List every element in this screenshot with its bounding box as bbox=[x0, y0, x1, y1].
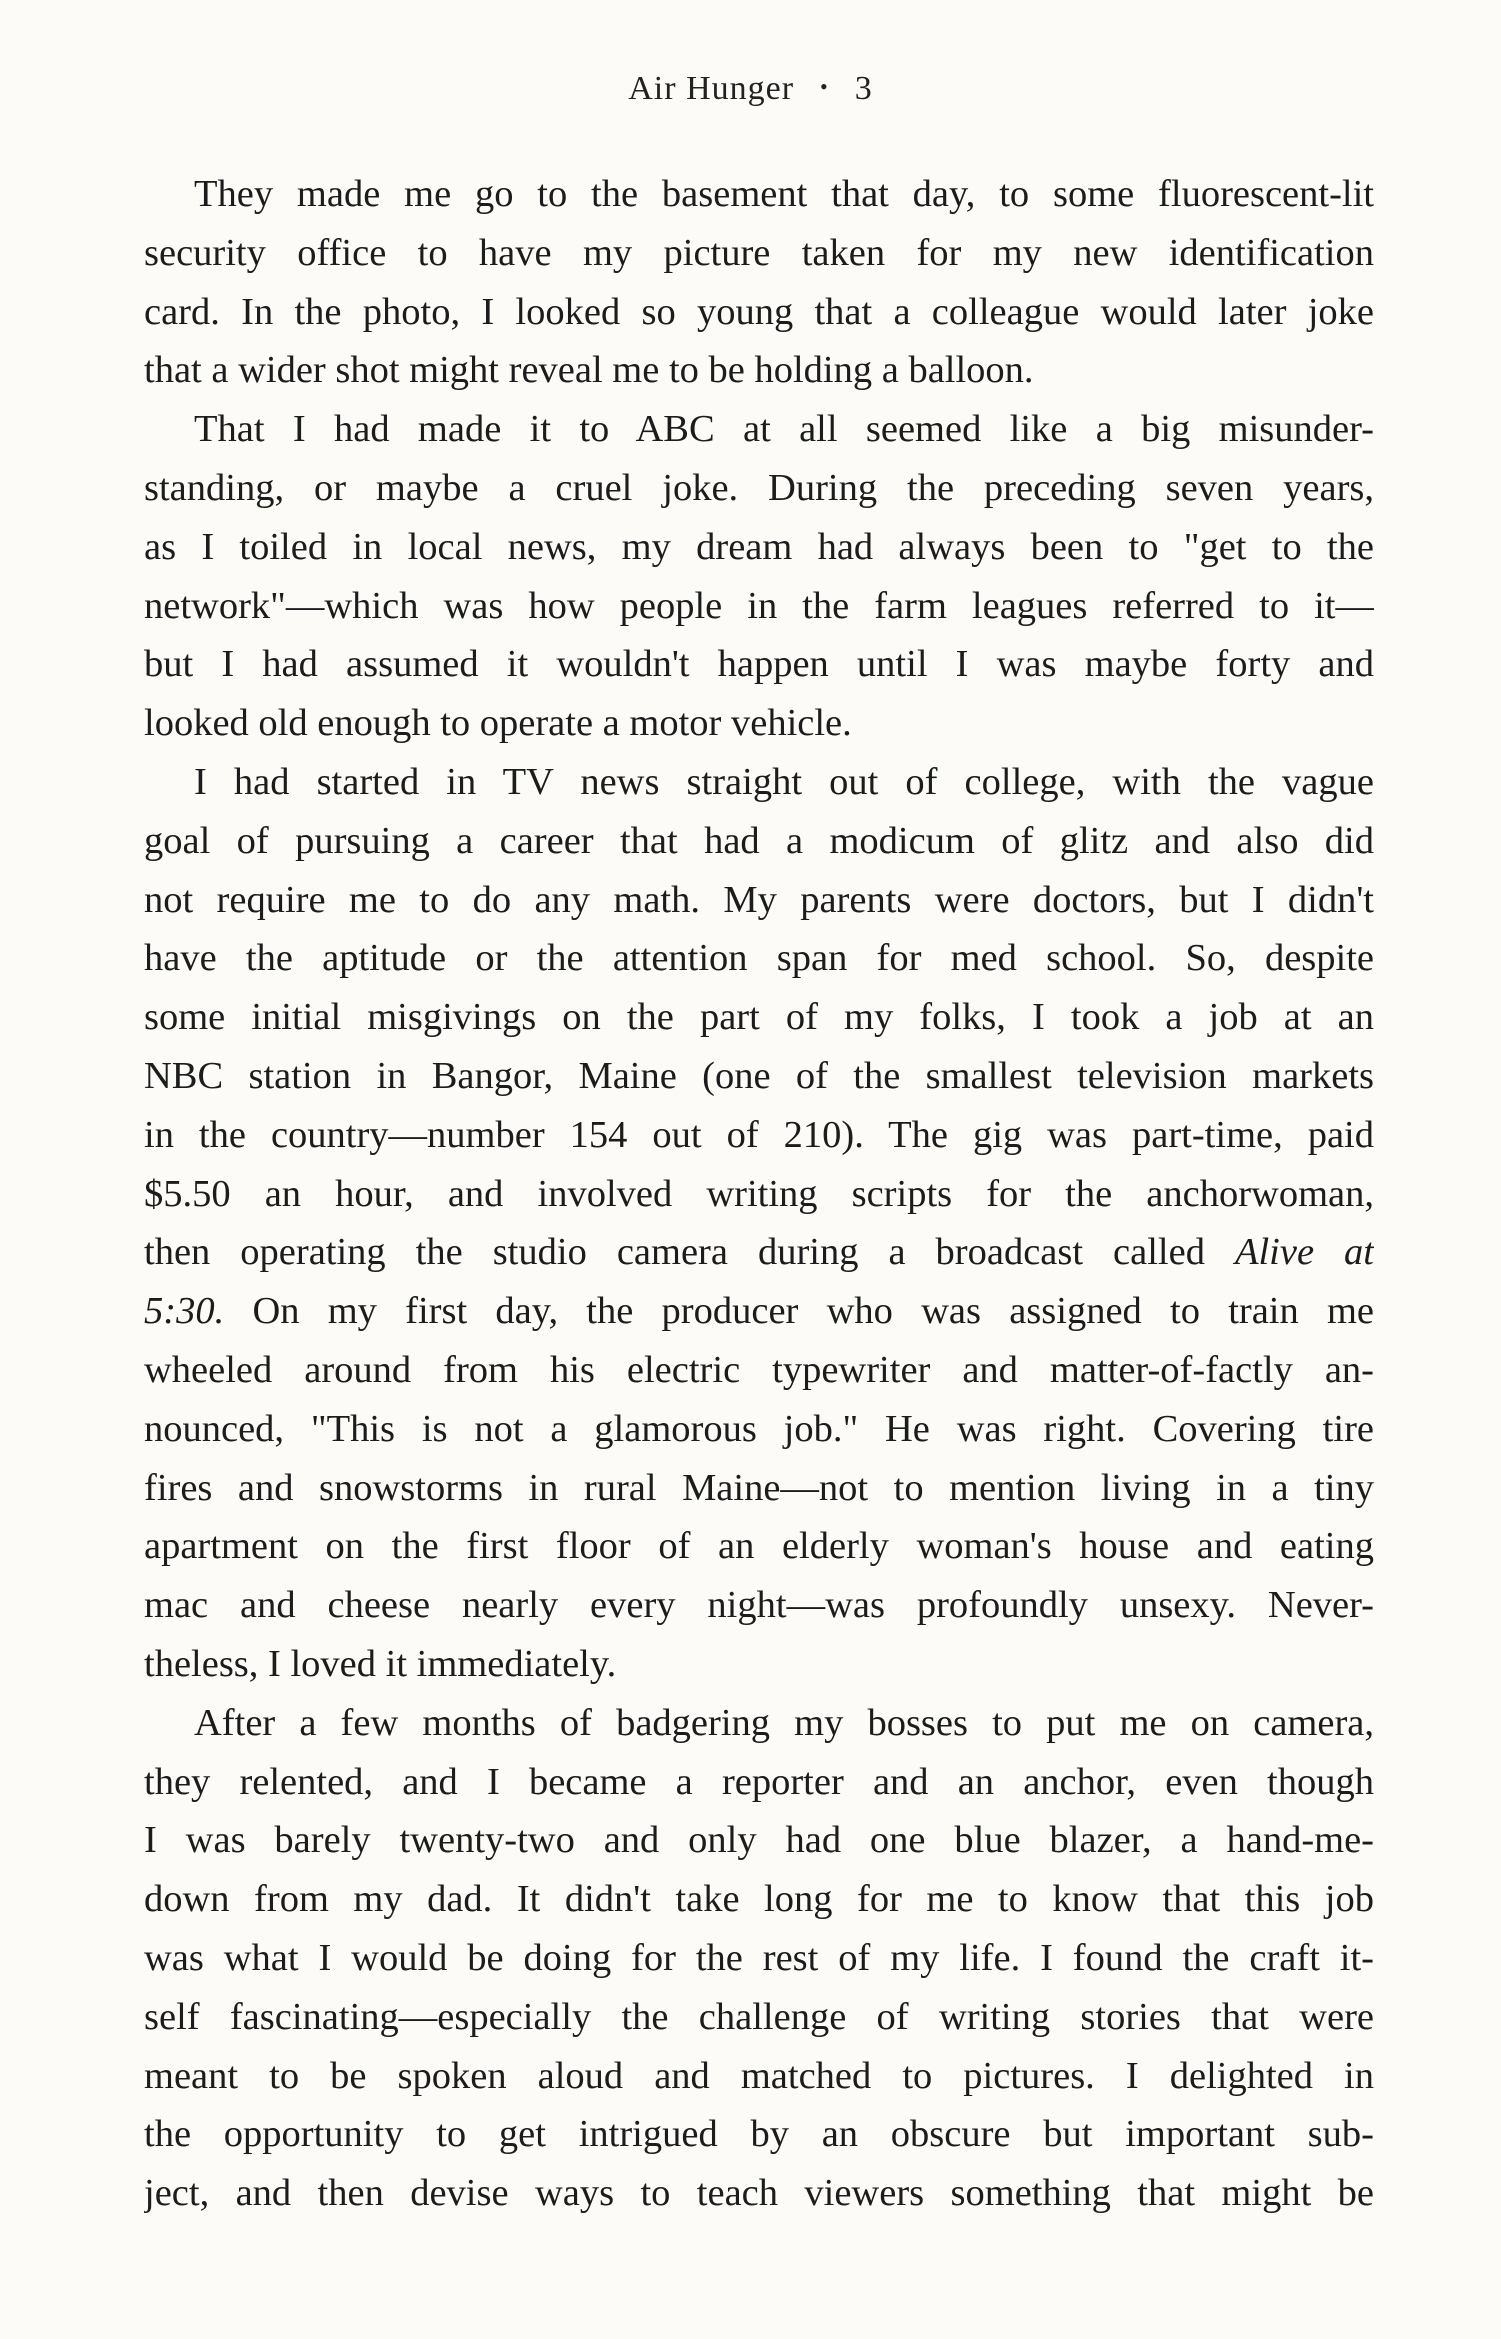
text-segment: On my first day, the producer who was assigned to train me bbox=[252, 1290, 1374, 1333]
text-line: was what I would be doing for the rest of my life. I found the craft it- bbox=[144, 1936, 1374, 1979]
text-line: ject, and then devise ways to teach viewers something that might be bbox=[144, 2172, 1374, 2215]
text-line: as I toiled in local news, my dream had always been to "get to the bbox=[144, 525, 1374, 568]
text-segment: then operating the studio camera during a broadcast called bbox=[144, 1231, 1205, 1274]
page-number: 3 bbox=[854, 70, 873, 107]
text-line bbox=[144, 1223, 1374, 1282]
text-line: wheeled around from his electric typewriter and matter-of-factly an- bbox=[144, 1348, 1374, 1391]
text-line: the opportunity to get intrigued by an obscure but important sub- bbox=[144, 2113, 1374, 2156]
text-line: theless, I loved it immediately. bbox=[144, 1642, 617, 1685]
text-line: standing, or maybe a cruel joke. During the preceding seven years, bbox=[144, 466, 1374, 509]
text-line: That I had made it to ABC at all seemed like a big misunder- bbox=[194, 408, 1374, 451]
header-separator: • bbox=[820, 74, 829, 99]
text-line: I was barely twenty-two and only had one blue blazer, a hand-me- bbox=[144, 1819, 1374, 1862]
show-title-italic: 5:30. bbox=[144, 1290, 225, 1333]
show-title-italic: Alive at bbox=[1234, 1231, 1374, 1274]
text-line: but I had assumed it wouldn't happen until I was maybe forty and bbox=[144, 643, 1374, 686]
text-line: $5.50 an hour, and involved writing scripts for the anchorwoman, bbox=[144, 1172, 1374, 1215]
body-text bbox=[144, 165, 1374, 2223]
text-line: fires and snowstorms in rural Maine—not to mention living in a tiny bbox=[144, 1466, 1374, 1509]
text-line: After a few months of badgering my bosses to put me on camera, bbox=[194, 1701, 1374, 1744]
text-line: network"—which was how people in the farm leagues referred to it— bbox=[144, 584, 1374, 627]
text-line: NBC station in Bangor, Maine (one of the smallest television markets bbox=[144, 1054, 1374, 1097]
text-line: down from my dad. It didn't take long for me to know that this job bbox=[144, 1878, 1374, 1921]
text-line: in the country—number 154 out of 210). The gig was part-time, paid bbox=[144, 1113, 1374, 1156]
text-line: They made me go to the basement that day, to some fluorescent-lit bbox=[194, 173, 1374, 215]
text-line: not require me to do any math. My parents were doctors, but I didn't bbox=[144, 878, 1374, 921]
text-line: self fascinating—especially the challenge of writing stories that were bbox=[144, 1995, 1374, 2038]
text-line: I had started in TV news straight out of college, with the vague bbox=[194, 760, 1374, 803]
text-line bbox=[144, 1282, 1374, 1341]
text-line: have the aptitude or the attention span for med school. So, despite bbox=[144, 937, 1374, 980]
text-line: security office to have my picture taken for my new identification bbox=[144, 231, 1374, 274]
text-line: goal of pursuing a career that had a modicum of glitz and also did bbox=[144, 819, 1374, 862]
running-header bbox=[0, 70, 1501, 108]
text-line: nounced, "This is not a glamorous job." He was right. Covering tire bbox=[144, 1407, 1374, 1450]
chapter-title: Air Hunger bbox=[628, 70, 795, 107]
text-line: mac and cheese nearly every night—was profoundly unsexy. Never- bbox=[144, 1584, 1374, 1627]
text-line: that a wider shot might reveal me to be holding a balloon. bbox=[144, 349, 1034, 392]
text-line: meant to be spoken aloud and matched to pictures. I delighted in bbox=[144, 2054, 1374, 2097]
text-line: card. In the photo, I looked so young that a colleague would later joke bbox=[144, 290, 1374, 333]
text-line: they relented, and I became a reporter and an anchor, even though bbox=[144, 1760, 1374, 1803]
text-line: apartment on the first floor of an elderly woman's house and eating bbox=[144, 1525, 1374, 1568]
text-line: some initial misgivings on the part of my folks, I took a job at an bbox=[144, 996, 1374, 1039]
text-line: looked old enough to operate a motor vehicle. bbox=[144, 702, 852, 745]
